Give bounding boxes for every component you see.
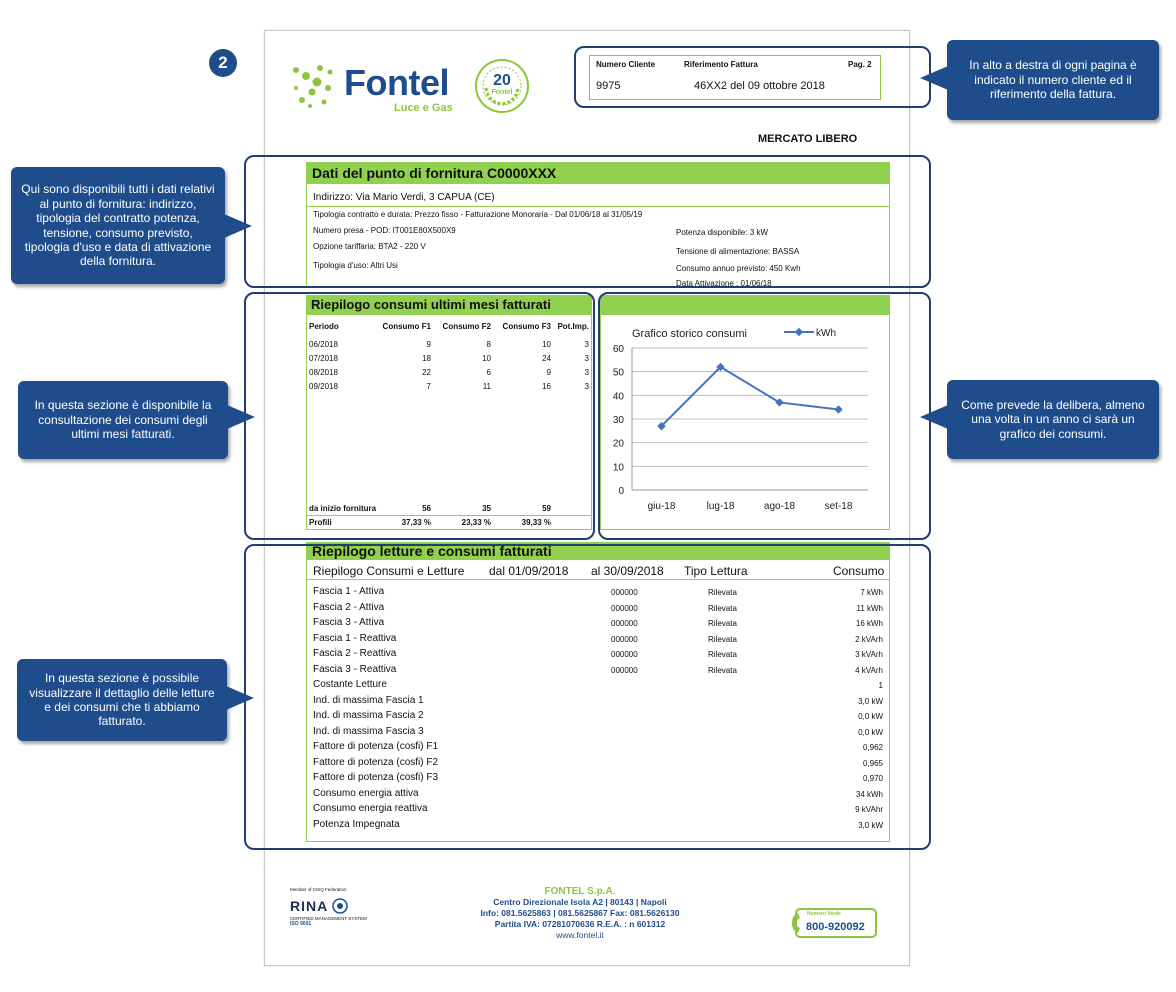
x-tick-label: set-18 [824, 501, 853, 512]
callout-highlight-supply [244, 155, 931, 288]
supply-title: Dati del punto di fornitura C0000XXX [306, 162, 890, 184]
profile-label: Profili [309, 518, 332, 527]
reading-consumption: 9 kVAhr [855, 805, 883, 814]
profile-f3: 39,33 % [521, 518, 551, 527]
supply-tariff: Opzione tariffaria: BTA2 - 220 V [313, 242, 426, 251]
callout-highlight-header [574, 46, 931, 108]
y-tick-label: 20 [612, 438, 624, 450]
profile-f2: 23,33 % [461, 518, 491, 527]
reading-value: 000000 [611, 588, 638, 597]
consumption-cell: 08/2018 [309, 368, 338, 377]
callout-consumption: In questa sezione è disponibile la consultazione dei consumi degli ultimi mesi fatturati. [18, 381, 228, 459]
logo-tagline: Luce e Gas [394, 102, 453, 114]
market-type: MERCATO LIBERO [758, 133, 858, 145]
col-consumo-f2: Consumo F2 [442, 322, 491, 331]
cert-member: Member of CISQ Federation [290, 887, 347, 892]
consumption-cell: 09/2018 [309, 382, 338, 391]
consumption-cell: 10 [542, 340, 551, 349]
cert-line1: CERTIFIED MANAGEMENT SYSTEM [290, 916, 367, 921]
readings-header-consumption: Consumo [833, 564, 885, 578]
total-f3: 59 [542, 504, 551, 513]
footer-address: Centro Direzionale Isola A2 | 80143 | Napoli [493, 897, 667, 907]
page-number-label: Pag. 2 [848, 60, 872, 69]
reading-consumption: 1 [878, 681, 883, 690]
supply-pod: Numero presa - POD: IT001E80X500X9 [313, 226, 456, 235]
supply-activation: Data Attivazione : 01/06/18 [676, 279, 772, 287]
reading-consumption: 11 kWh [856, 603, 883, 613]
y-tick-label: 30 [612, 415, 624, 426]
reading-value: 000000 [611, 603, 638, 613]
reading-value: 000000 [611, 619, 638, 628]
invoice-reference-value: 46XX2 del 09 ottobre 2018 [694, 80, 825, 92]
client-number-value: 9975 [596, 80, 621, 92]
y-tick-label: 60 [612, 344, 624, 355]
anniversary-number: 20 [493, 72, 511, 89]
company-footer [430, 886, 730, 941]
reading-consumption: 7 kWh [860, 588, 883, 597]
callout-consumption-pointer [227, 405, 255, 429]
callout-top-right-pointer [920, 66, 948, 90]
readings-header-from: dal 01/09/2018 [489, 564, 569, 578]
consumption-cell: 3 [584, 340, 589, 349]
consumption-cell: 6 [486, 368, 491, 377]
y-tick-label: 40 [612, 391, 624, 403]
consumption-cell: 7 [426, 382, 431, 391]
footer-contacts: Info: 081.5625863 | 081.5625867 Fax: 081.5626130 [480, 908, 680, 918]
total-f1: 56 [422, 504, 431, 513]
reading-label: Fascia 2 - Attiva [313, 601, 385, 613]
reading-label: Ind. di massima Fascia 1 [313, 694, 424, 706]
reading-consumption: 0,970 [862, 774, 883, 783]
consumption-cell: 3 [584, 368, 589, 377]
reading-consumption: 3,0 kW [858, 820, 883, 830]
reading-label: Fascia 1 - Reattiva [313, 632, 397, 644]
supply-annual: Consumo annuo previsto: 450 Kwh [676, 264, 801, 273]
readings-header-to: al 30/09/2018 [591, 564, 664, 578]
anniversary-word: Fontel [491, 89, 513, 96]
consumption-title: Riepilogo consumi ultimi mesi fatturati [306, 295, 592, 315]
reading-label: Ind. di massima Fascia 3 [313, 725, 424, 737]
callout-readings: In questa sezione è possibile visualizzare il dettaglio delle letture e dei consumi che ti abbiamo fatturato. [17, 659, 227, 741]
consumption-cell: 07/2018 [309, 354, 338, 363]
y-tick-label: 0 [618, 486, 624, 497]
callout-supply: Qui sono disponibili tutti i dati relativi al punto di fornitura: indirizzo, tipologia del contratto potenza, tensione, consumo previsto, tipologia d'uso e data di attivazione della fornitura. [11, 167, 225, 284]
callout-top-right: In alto a destra di ogni pagina è indicato il numero cliente ed il riferimento della fattura. [947, 40, 1159, 120]
consumption-cell: 9 [546, 368, 551, 377]
reading-label: Fascia 2 - Reattiva [313, 648, 397, 659]
supply-voltage: Tensione di alimentazione: BASSA [676, 247, 800, 256]
reading-consumption: 3 kVArh [855, 650, 883, 659]
y-tick-label: 10 [612, 462, 624, 474]
reading-label: Costante Letture [313, 679, 387, 690]
toll-free-number: 800-920092 [806, 921, 865, 933]
reading-label: Fattore di potenza (cosfi) F3 [313, 772, 439, 783]
reading-type: Rilevata [708, 619, 737, 628]
reading-value: 000000 [611, 634, 638, 644]
consumption-cell: 24 [542, 354, 551, 363]
supply-usage: Tipologia d'uso: Altri Usi [313, 261, 398, 270]
reading-label: Potenza Impegnata [313, 818, 400, 830]
col-periodo: Periodo [309, 322, 339, 331]
reading-label: Consumo energia reattiva [313, 803, 428, 814]
invoice-reference-label: Riferimento Fattura [684, 60, 758, 69]
total-f2: 35 [482, 504, 491, 513]
x-tick-label: ago-18 [763, 501, 796, 512]
consumption-cell: 10 [482, 354, 491, 363]
readings-header-type: Tipo Lettura [684, 564, 748, 578]
reading-type: Rilevata [708, 588, 737, 597]
col-pot-imp: Pot.Imp. [557, 322, 589, 331]
supply-contract: Tipologia contratto e durata: Prezzo fisso - Fatturazione Monoraria - Dal 01/06/18 al 31/05/19 [313, 210, 643, 219]
anniversary-badge [474, 58, 530, 114]
consumption-cell: 11 [482, 382, 491, 391]
logo-brand: Fontel [344, 62, 449, 103]
reading-type: Rilevata [708, 603, 737, 613]
cert-line2: ISO 9001 [290, 921, 312, 927]
col-consumo-f3: Consumo F3 [502, 322, 551, 331]
reading-consumption: 3,0 kW [858, 696, 883, 706]
reading-label: Fascia 3 - Reattiva [313, 663, 397, 675]
reading-consumption: 4 kVArh [855, 665, 883, 675]
step-badge: 2 [209, 49, 237, 77]
consumption-cell: 16 [542, 382, 551, 391]
consumption-cell: 3 [584, 354, 589, 363]
footer-vat: Partita IVA: 07281070636 R.E.A. : n 601312 [494, 919, 666, 929]
reading-label: Ind. di massima Fascia 2 [313, 710, 424, 721]
reading-consumption: 0,0 kW [858, 727, 883, 737]
reading-consumption: 34 kWh [855, 789, 883, 799]
callout-chart: Come prevede la delibera, almeno una volta in un anno ci sarà un grafico dei consumi. [947, 380, 1159, 459]
footer-website[interactable]: www.fontel.it [556, 930, 604, 940]
consumption-cell: 22 [422, 368, 431, 377]
reading-value: 000000 [611, 650, 638, 659]
y-tick-label: 50 [612, 367, 624, 379]
consumption-cell: 06/2018 [309, 340, 338, 349]
certification-logo [290, 887, 370, 939]
callout-supply-pointer [224, 214, 252, 238]
reading-consumption: 0,965 [862, 758, 883, 768]
consumption-cell: 18 [422, 354, 431, 363]
reading-consumption: 0,0 kW [858, 712, 883, 721]
x-tick-label: giu-18 [647, 501, 676, 512]
consumption-cell: 3 [584, 382, 589, 391]
readings-title: Riepilogo letture e consumi fatturati [306, 542, 890, 560]
reading-label: Fattore di potenza (cosfi) F2 [313, 756, 439, 768]
profile-f1: 37,33 % [401, 518, 431, 527]
callout-highlight-readings [244, 544, 931, 850]
footer-company: FONTEL S.p.A. [544, 886, 616, 897]
chart-title: Grafico storico consumi [632, 328, 747, 340]
reading-value: 000000 [611, 665, 638, 675]
supply-power: Potenza disponibile: 3 kW [676, 228, 769, 237]
callout-chart-pointer [920, 405, 948, 429]
reading-label: Fattore di potenza (cosfi) F1 [313, 741, 439, 752]
reading-consumption: 0,962 [862, 743, 883, 752]
legend-label: kWh [816, 328, 836, 339]
x-tick-label: lug-18 [706, 501, 735, 512]
readings-header-summary: Riepilogo Consumi e Letture [313, 564, 465, 578]
reading-type: Rilevata [708, 634, 737, 644]
client-number-label: Numero Cliente [596, 60, 656, 69]
toll-free-box[interactable] [795, 908, 877, 938]
total-label: da inizio fornitura [309, 504, 377, 513]
toll-free-label: Numero Verde [807, 911, 841, 917]
phone-handset-icon [791, 912, 801, 934]
col-consumo-f1: Consumo F1 [382, 322, 431, 331]
reading-consumption: 2 kVArh [855, 634, 883, 644]
consumption-cell: 8 [486, 340, 491, 349]
consumption-cell: 9 [426, 340, 431, 349]
supply-address: Indirizzo: Via Mario Verdi, 3 CAPUA (CE) [313, 192, 495, 203]
reading-label: Fascia 3 - Attiva [313, 617, 385, 628]
reading-label: Fascia 1 - Attiva [313, 586, 385, 597]
reading-consumption: 16 kWh [855, 619, 883, 628]
callout-readings-pointer [226, 686, 254, 710]
callout-highlight-consumption [244, 292, 595, 540]
iqnet-icon [332, 898, 348, 914]
reading-type: Rilevata [708, 650, 737, 659]
logo-dots-icon [290, 62, 340, 112]
reading-type: Rilevata [708, 665, 737, 675]
cert-brand: RINA [290, 898, 329, 914]
callout-highlight-chart [598, 292, 931, 540]
reading-label: Consumo energia attiva [313, 787, 419, 799]
